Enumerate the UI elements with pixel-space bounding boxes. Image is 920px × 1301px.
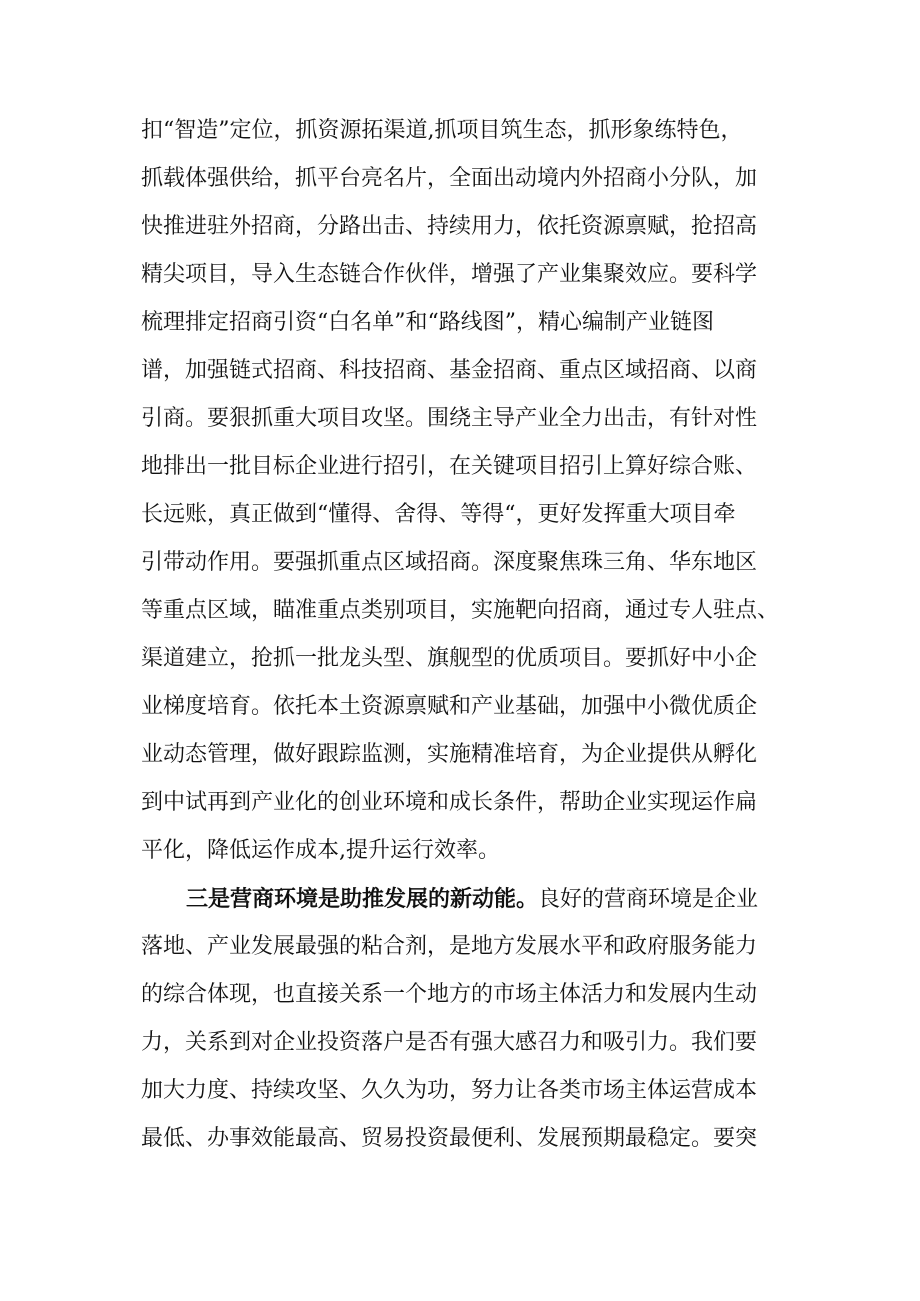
paragraph-investment-attraction xyxy=(141,107,781,875)
paragraph-line: 长远账，真正做到“懂得、舍得、等得“，更好发挥重大项目牵 xyxy=(141,502,736,527)
paragraph-line: 谱，加强链式招商、科技招商、基金招商、重点区域招商、以商 xyxy=(141,358,758,383)
paragraph-line: 的综合体现，也直接关系一个地方的市场主体活力和发展内生动 xyxy=(141,982,758,1007)
paragraph-first-line xyxy=(141,875,781,923)
paragraph-line: 抓载体强供给，抓平台亮名片，全面出动境内外招商小分队，加 xyxy=(141,166,758,191)
paragraph-line: 等重点区域，瞄准重点类别项目，实施靶向招商，通过专人驻点、 xyxy=(141,598,780,623)
paragraph-line: 平化，降低运作成本,提升运行效率。 xyxy=(141,838,500,863)
paragraph-business-environment xyxy=(141,875,781,1163)
paragraph-line: 业动态管理，做好跟踪监测，实施精准培育，为企业提供从孵化 xyxy=(141,742,758,767)
paragraph-line: 快推进驻外招商，分路出击、持续用力，依托资源禀赋，抢招高 xyxy=(141,214,758,239)
paragraph-line: 业梯度培育。依托本土资源禀赋和产业基础，加强中小微优质企 xyxy=(141,694,758,719)
paragraph-line: 到中试再到产业化的创业环境和成长条件，帮助企业实现运作扁 xyxy=(141,790,758,815)
paragraph-line: 扣“智造”定位，抓资源拓渠道,抓项目筑生态，抓形象练特色， xyxy=(141,118,743,143)
paragraph-line: 地排出一批目标企业进行招引，在关键项目招引上算好综合账、 xyxy=(141,454,758,479)
paragraph-line: 引带动作用。要强抓重点区域招商。深度聚焦珠三角、华东地区 xyxy=(141,550,758,575)
paragraph-line: 最低、办事效能最高、贸易投资最便利、发展预期最稳定。要突 xyxy=(141,1126,758,1151)
paragraph-line: 精尖项目，导入生态链合作伙伴，增强了产业集聚效应。要科学 xyxy=(141,262,758,287)
paragraph-line: 渠道建立，抢抓一批龙头型、旗舰型的优质项目。要抓好中小企 xyxy=(141,646,758,671)
paragraph-line: 力，关系到对企业投资落户是否有强大感召力和吸引力。我们要 xyxy=(141,1030,758,1055)
paragraph-first-line-text: 良好的营商环境是企业 xyxy=(538,887,759,912)
paragraph-line: 引商。要狠抓重大项目攻坚。围绕主导产业全力出击，有针对性 xyxy=(141,406,758,431)
section-heading: 三是营商环境是助推发展的新动能。 xyxy=(186,886,539,912)
paragraph-line: 加大力度、持续攻坚、久久为功，努力让各类市场主体运营成本 xyxy=(141,1078,758,1103)
paragraph-line: 梳理排定招商引资“白名单”和“路线图”，精心编制产业链图 xyxy=(141,310,714,335)
paragraph-line: 落地、产业发展最强的粘合剂，是地方发展水平和政府服务能力 xyxy=(141,934,758,959)
